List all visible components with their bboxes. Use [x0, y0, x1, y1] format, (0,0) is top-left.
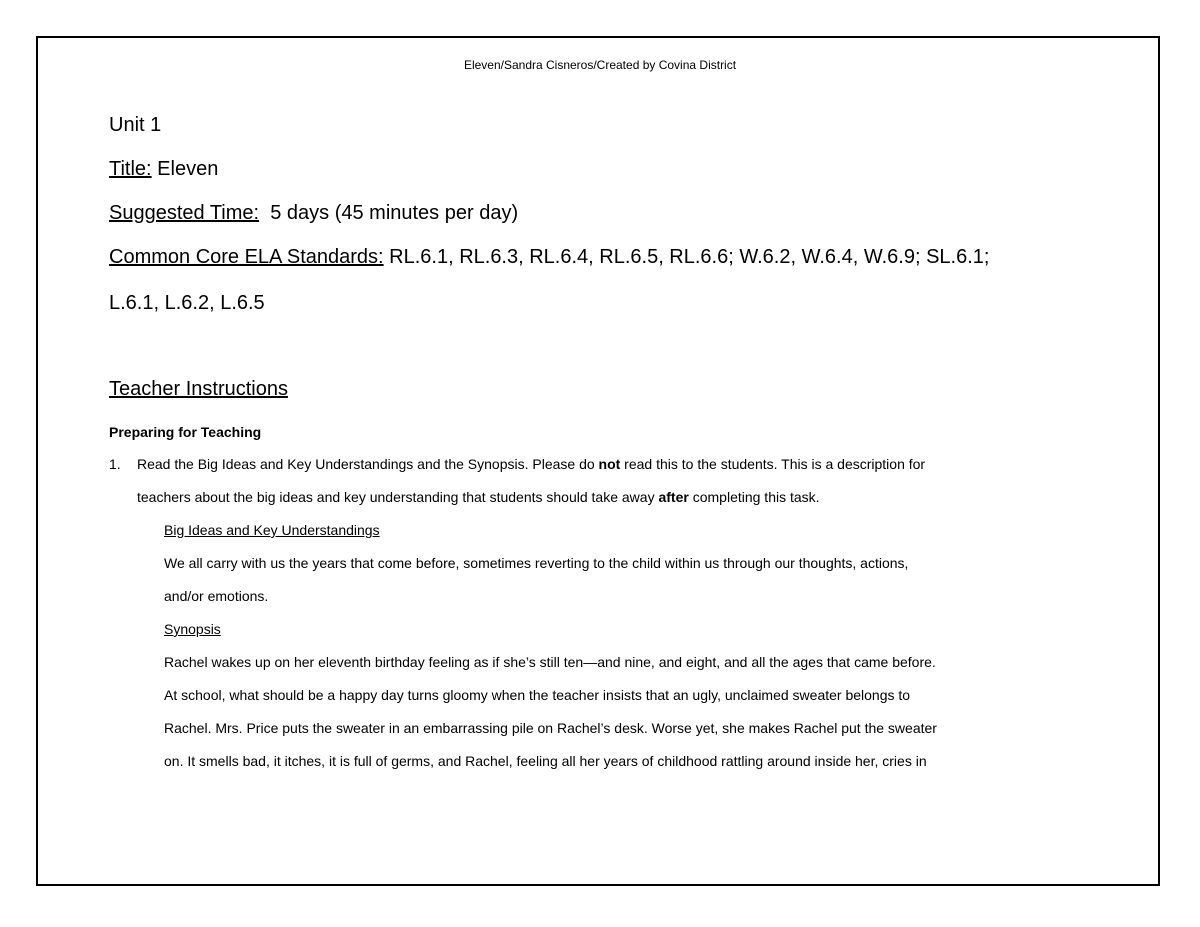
suggested-time-label: Suggested Time:	[109, 202, 260, 224]
standards-label: Common Core ELA Standards:	[109, 246, 384, 268]
standards-value-line1: RL.6.1, RL.6.3, RL.6.4, RL.6.5, RL.6.6; W.6.2, W.6.4, W.6.9; SL.6.1;	[383, 246, 990, 268]
list-item-line-1	[137, 456, 925, 472]
item1-bold-after: after	[658, 489, 689, 505]
standards-value-line2: L.6.1, L.6.2, L.6.5	[109, 292, 265, 314]
list-item-number: 1.	[109, 456, 121, 472]
item1-text-c: teachers about the big ideas and key understanding that students should take away	[137, 489, 659, 505]
synopsis-label: Synopsis	[164, 621, 221, 637]
standards-line-2	[109, 292, 265, 315]
synopsis-line-2: At school, what should be a happy day turns gloomy when the teacher insists that an ugly, unclaimed sweater belongs to	[164, 687, 911, 703]
suggested-time-line	[109, 202, 518, 225]
title-value: Eleven	[151, 158, 219, 180]
unit-label: Unit 1	[109, 114, 162, 136]
item1-text-b: read this to the students. This is a description for	[620, 456, 926, 472]
big-ideas-line-1: We all carry with us the years that come before, sometimes reverting to the child within us through our thoughts, actions,	[164, 555, 909, 571]
unit-heading	[109, 114, 161, 137]
standards-line	[109, 246, 989, 269]
teacher-instructions-title: Teacher Instructions	[109, 378, 288, 400]
big-ideas-line-2: and/or emotions.	[164, 588, 269, 604]
title-line	[109, 158, 218, 181]
running-header: Eleven/Sandra Cisneros/Created by Covina District	[463, 58, 737, 72]
list-item-line-2	[137, 489, 820, 505]
synopsis-line-1: Rachel wakes up on her eleventh birthday feeling as if she’s still ten—and nine, and eight, and all the ages that came before.	[164, 654, 936, 670]
item1-bold-not: not	[598, 456, 621, 472]
synopsis-line-3: Rachel. Mrs. Price puts the sweater in an embarrassing pile on Rachel’s desk. Worse yet, she makes Rachel put the sweater	[164, 720, 937, 736]
title-label: Title:	[109, 158, 152, 180]
suggested-time-value: 5 days (45 minutes per day)	[259, 202, 519, 224]
item1-text-d: completing this task.	[688, 489, 820, 505]
item1-text-a: Read the Big Ideas and Key Understandings and the Synopsis. Please do	[137, 456, 599, 472]
preparing-for-teaching-heading: Preparing for Teaching	[109, 424, 262, 440]
synopsis-line-4: on. It smells bad, it itches, it is full of germs, and Rachel, feeling all her years of childhood rattling around inside her, cries in	[164, 753, 927, 769]
big-ideas-label: Big Ideas and Key Understandings	[164, 522, 380, 538]
